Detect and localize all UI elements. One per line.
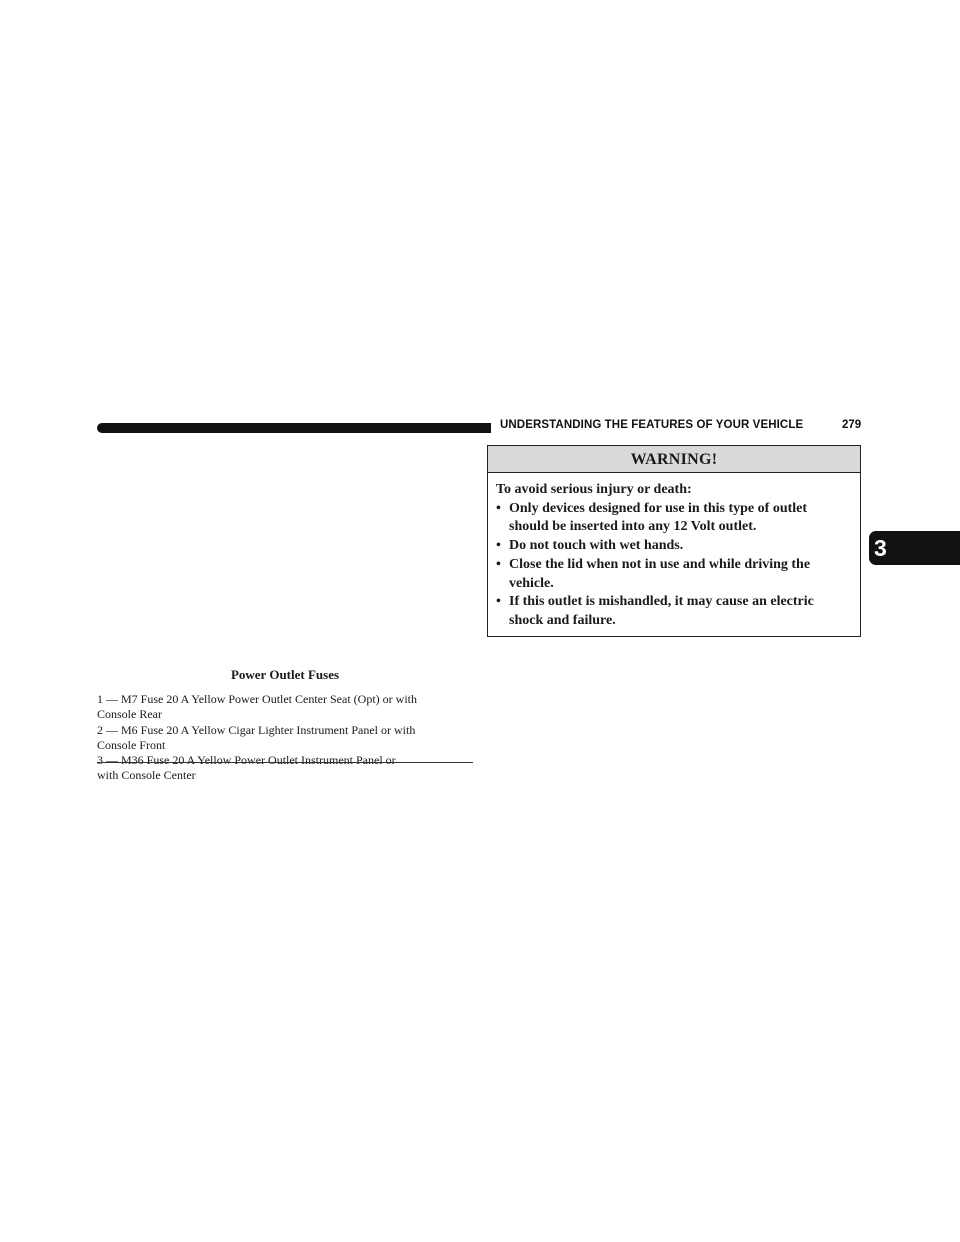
- chapter-tab-number: 3: [874, 535, 887, 561]
- bullet-text: should be inserted into any 12 Volt outlet.: [509, 519, 757, 535]
- bullet-text: Close the lid when not in use and while driving the: [509, 556, 811, 572]
- figure-legend: [97, 692, 473, 784]
- bullet-text: Do not touch with wet hands.: [509, 538, 684, 554]
- legend-line: 2 — M6 Fuse 20 A Yellow Cigar Lighter Instrument Panel or with: [97, 722, 416, 737]
- bullet-text: If this outlet is mishandled, it may cause an electric: [509, 594, 814, 610]
- warning-intro: To avoid serious injury or death:: [496, 482, 692, 497]
- section-header-title: UNDERSTANDING THE FEATURES OF YOUR VEHICLE: [500, 419, 804, 431]
- bullet-icon: •: [496, 538, 501, 554]
- warning-bullet: [496, 500, 860, 537]
- warning-heading: WARNING!: [488, 446, 860, 473]
- legend-line: 3 — M36 Fuse 20 A Yellow Power Outlet Instrument Panel or: [97, 753, 396, 768]
- bullet-text: Only devices designed for use in this type of outlet: [509, 500, 808, 516]
- warning-box: [487, 445, 861, 637]
- bullet-text: vehicle.: [509, 575, 554, 591]
- bullet-icon: •: [496, 500, 501, 516]
- legend-line: with Console Center: [97, 768, 196, 783]
- warning-bullet: [496, 593, 860, 630]
- figure-image-area: [97, 446, 473, 651]
- legend-divider: [97, 762, 473, 763]
- warning-bullet: [496, 556, 860, 593]
- bullet-icon: •: [496, 594, 501, 610]
- page-number: 279: [842, 419, 862, 431]
- legend-line: 1 — M7 Fuse 20 A Yellow Power Outlet Center Seat (Opt) or with: [97, 692, 417, 706]
- warning-bullet: [496, 537, 860, 556]
- bullet-text: shock and failure.: [509, 612, 616, 628]
- legend-line: Console Rear: [97, 707, 162, 722]
- warning-body: [488, 473, 860, 631]
- header-bar: [97, 423, 491, 433]
- bullet-icon: •: [496, 556, 501, 572]
- figure-caption: Power Outlet Fuses: [230, 667, 340, 682]
- legend-line: Console Front: [97, 737, 166, 752]
